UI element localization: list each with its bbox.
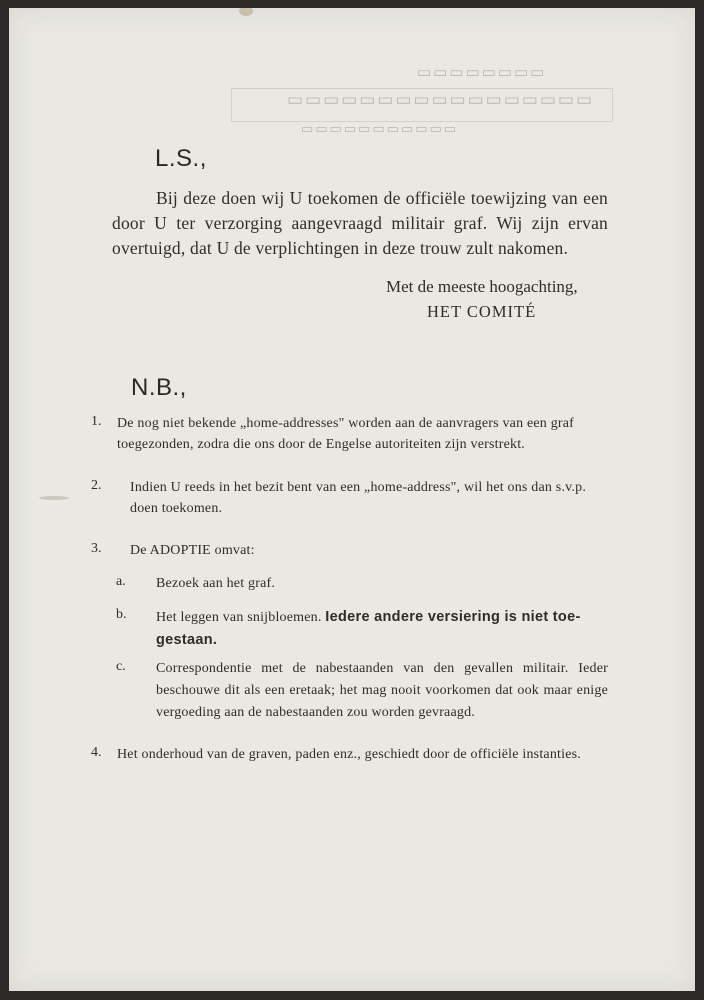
subitem — [156, 606, 612, 652]
subitem: Bezoek aan het graf. — [156, 576, 276, 591]
salutation-heading: L.S., — [155, 145, 207, 172]
item-number: 4. — [91, 745, 102, 760]
subitem-emphasis: Iedere andere versiering is niet toe-gestaan. — [156, 609, 581, 648]
show-through-mark: ▭▭▭▭▭▭▭▭▭▭▭ — [299, 121, 457, 136]
list-item: De nog niet bekende „home-addresses" worden aan de aanvragers van een graf toegezonden, zodra die ons door de Engelse autoriteiten zijn verstrekt. — [117, 416, 575, 452]
paper-stain — [39, 496, 69, 500]
signature: HET COMITÉ — [427, 302, 537, 321]
show-through-mark: ▭▭▭▭▭▭▭▭▭▭▭▭▭▭▭▭▭ — [285, 90, 593, 109]
item-number: 3. — [91, 541, 102, 556]
subitem-text: Het leggen van snijbloemen. — [156, 610, 322, 625]
show-through-mark: ▭▭▭▭▭▭▭▭ — [415, 64, 545, 81]
subitem-letter: b. — [116, 607, 127, 622]
item-number: 1. — [91, 414, 102, 429]
nb-heading: N.B., — [131, 374, 187, 401]
paper-stain — [239, 8, 253, 16]
item-number: 2. — [91, 478, 102, 493]
intro-paragraph: Bij deze doen wij U toekomen de officiële toewijzing van een door U ter verzorging aangevraagd militair graf. Wij zijn ervan overtuigd, dat U de verplichtingen in deze trouw zult nakomen. — [112, 188, 608, 258]
subitem-letter: a. — [116, 574, 126, 589]
list-item: De ADOPTIE omvat: — [130, 543, 255, 558]
subitem-letter: c. — [116, 659, 126, 674]
list-item: Het onderhoud van de graven, paden enz., geschiedt door de officiële instanties. — [117, 747, 581, 762]
subitem: Correspondentie met de nabestaanden van den gevallen militair. Ieder beschouwe dit als een eretaak; het mag nooit voorkomen dat ook maar enige vergoeding aan de nabestaanden zou worden gevraagd. — [156, 661, 608, 720]
list-item: Indien U reeds in het bezit bent van een „home-address", wil het ons dan s.v.p. doen toekomen. — [130, 480, 587, 516]
closing-line: Met de meeste hoogachting, — [386, 277, 578, 296]
document-page — [9, 8, 695, 991]
